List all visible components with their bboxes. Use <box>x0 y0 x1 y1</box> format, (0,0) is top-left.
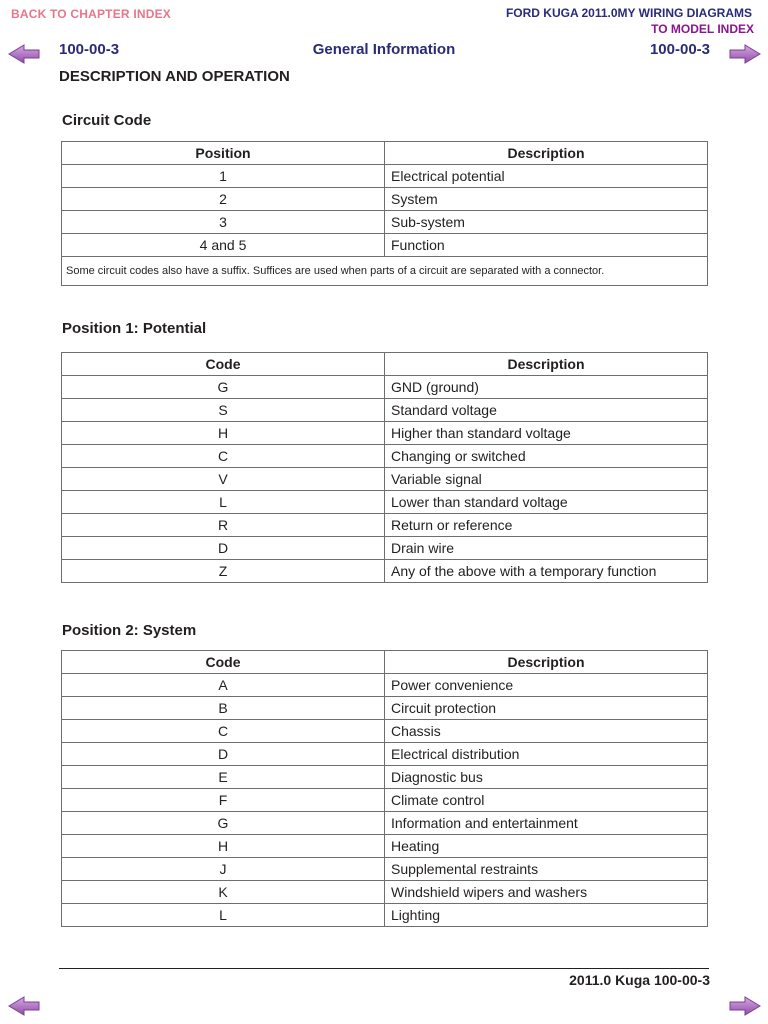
code-cell: J <box>62 858 385 881</box>
table-row <box>62 468 708 491</box>
code-cell: G <box>62 376 385 399</box>
column-header: Code <box>62 651 385 674</box>
table-row <box>62 697 708 720</box>
code-cell: G <box>62 812 385 835</box>
code-cell: H <box>62 835 385 858</box>
code-cell: D <box>62 537 385 560</box>
code-cell: R <box>62 514 385 537</box>
code-cell: Z <box>62 560 385 583</box>
description-cell: Higher than standard voltage <box>385 422 708 445</box>
description-cell: Supplemental restraints <box>385 858 708 881</box>
table-row <box>62 766 708 789</box>
description-cell: Windshield wipers and washers <box>385 881 708 904</box>
description-cell: Lighting <box>385 904 708 927</box>
description-cell: Changing or switched <box>385 445 708 468</box>
page-heading: DESCRIPTION AND OPERATION <box>59 68 290 85</box>
description-cell: Circuit protection <box>385 697 708 720</box>
description-cell: Return or reference <box>385 514 708 537</box>
description-cell: Electrical potential <box>385 165 708 188</box>
position1-title: Position 1: Potential <box>62 320 207 337</box>
code-cell: F <box>62 789 385 812</box>
code-cell: L <box>62 904 385 927</box>
table-row <box>62 376 708 399</box>
table-row <box>62 835 708 858</box>
position2-title: Position 2: System <box>62 622 197 639</box>
table-row <box>62 904 708 927</box>
description-cell: Electrical distribution <box>385 743 708 766</box>
code-cell: K <box>62 881 385 904</box>
table-row <box>62 674 708 697</box>
table-row <box>62 743 708 766</box>
table-row <box>62 234 708 257</box>
table-header-row <box>62 142 708 165</box>
table-row <box>62 720 708 743</box>
code-cell: 2 <box>62 188 385 211</box>
footer-next-page-arrow-icon[interactable] <box>729 995 761 1017</box>
table-row <box>62 211 708 234</box>
description-cell: Any of the above with a temporary function <box>385 560 708 583</box>
code-cell: E <box>62 766 385 789</box>
description-cell: Diagnostic bus <box>385 766 708 789</box>
table-row <box>62 188 708 211</box>
code-cell: A <box>62 674 385 697</box>
code-cell: L <box>62 491 385 514</box>
position1-table <box>61 352 708 583</box>
description-cell: Function <box>385 234 708 257</box>
code-cell: 4 and 5 <box>62 234 385 257</box>
table-row <box>62 881 708 904</box>
table-row <box>62 491 708 514</box>
table-row <box>62 812 708 835</box>
code-cell: H <box>62 422 385 445</box>
footer-divider <box>59 968 709 969</box>
description-cell: Heating <box>385 835 708 858</box>
header-section-code-right: 100-00-3 <box>649 41 710 58</box>
table-header-row <box>62 353 708 376</box>
code-cell: S <box>62 399 385 422</box>
description-cell: Power convenience <box>385 674 708 697</box>
table-row <box>62 165 708 188</box>
description-cell: Lower than standard voltage <box>385 491 708 514</box>
table-row <box>62 789 708 812</box>
table-row <box>62 560 708 583</box>
table-row <box>62 537 708 560</box>
to-model-index-link[interactable]: TO MODEL INDEX <box>651 22 754 36</box>
table-row <box>62 858 708 881</box>
table-row <box>62 445 708 468</box>
code-cell: 3 <box>62 211 385 234</box>
description-cell: GND (ground) <box>385 376 708 399</box>
header-title: General Information <box>312 41 456 58</box>
column-header: Description <box>385 651 708 674</box>
code-cell: D <box>62 743 385 766</box>
description-cell: Drain wire <box>385 537 708 560</box>
footer-previous-page-arrow-icon[interactable] <box>8 995 40 1017</box>
description-cell: Standard voltage <box>385 399 708 422</box>
description-cell: Sub-system <box>385 211 708 234</box>
column-header: Description <box>385 142 708 165</box>
table-note-row <box>62 257 708 286</box>
header-section-code-left: 100-00-3 <box>59 41 120 58</box>
footer-page-label: 2011.0 Kuga 100-00-3 <box>569 972 710 988</box>
circuit-code-table <box>61 141 708 286</box>
code-cell: B <box>62 697 385 720</box>
circuit-code-note: Some circuit codes also have a suffix. Suffices are used when parts of a circuit are separated with a connector. <box>62 257 708 286</box>
description-cell: Chassis <box>385 720 708 743</box>
table-row <box>62 422 708 445</box>
code-cell: C <box>62 720 385 743</box>
code-cell: 1 <box>62 165 385 188</box>
table-header-row <box>62 651 708 674</box>
table-row <box>62 514 708 537</box>
description-cell: Climate control <box>385 789 708 812</box>
column-header: Code <box>62 353 385 376</box>
column-header: Position <box>62 142 385 165</box>
circuit-code-title: Circuit Code <box>62 112 152 129</box>
description-cell: System <box>385 188 708 211</box>
description-cell: Variable signal <box>385 468 708 491</box>
column-header: Description <box>385 353 708 376</box>
position2-table <box>61 650 708 927</box>
description-cell: Information and entertainment <box>385 812 708 835</box>
back-to-chapter-index-link[interactable]: BACK TO CHAPTER INDEX <box>11 7 171 21</box>
document-title: FORD KUGA 2011.0MY WIRING DIAGRAMS <box>505 6 752 20</box>
table-row <box>62 399 708 422</box>
code-cell: V <box>62 468 385 491</box>
code-cell: C <box>62 445 385 468</box>
